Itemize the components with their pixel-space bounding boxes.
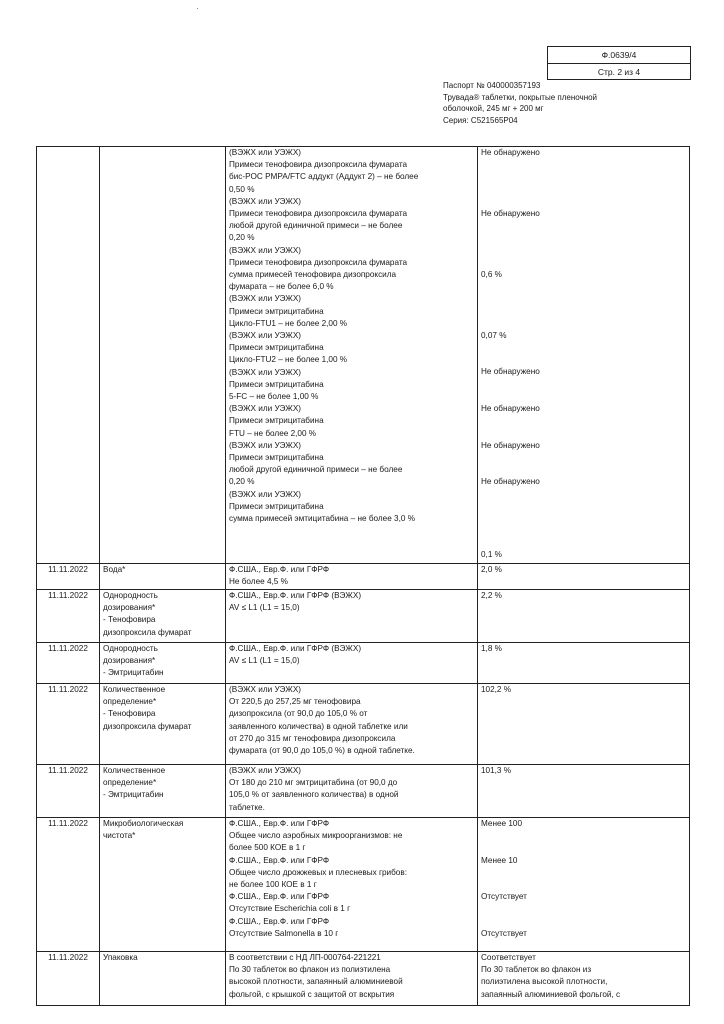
test-name-cell <box>100 589 226 642</box>
form-code-box <box>547 46 691 80</box>
test-date: 11.11.2022 <box>48 643 88 653</box>
specification-line: Ф.США., Евр.Ф. или ГФРФ <box>229 892 330 902</box>
test-date: 11.11.2022 <box>48 564 88 574</box>
specification-line: (ВЭЖХ или УЭЖХ) <box>229 489 302 499</box>
result-line: Менее 100 <box>481 818 523 828</box>
result-line: Не обнаружено <box>481 208 540 218</box>
specification-line: Ф.США., Евр.Ф. или ГФРФ (ВЭЖХ) <box>229 590 362 600</box>
spacer <box>481 427 686 439</box>
passport-header <box>443 80 613 126</box>
specification-line: FTU – не более 2,00 % <box>229 428 317 438</box>
test-date-cell <box>37 563 100 589</box>
spacer <box>481 830 686 842</box>
result-line: Не обнаружено <box>481 148 540 157</box>
spacer <box>481 488 686 500</box>
test-date-cell <box>37 589 100 642</box>
test-name-cell <box>100 764 226 817</box>
analysis-table <box>36 146 690 1006</box>
specification-line: Примеси эмтрицитабина <box>229 343 324 353</box>
specification-line: сумма примесей эмтицитабина – не более 3,0 % <box>229 514 415 524</box>
passport-number: Паспорт № 040000357193 <box>443 81 541 90</box>
spacer <box>481 452 686 464</box>
specification-cell <box>226 589 478 642</box>
specification-line: фумарата (от 90,0 до 105,0 %) в одной таблетке. <box>229 745 415 755</box>
spacer <box>481 293 686 305</box>
result-cell <box>478 683 690 764</box>
result-line: 0,6 % <box>481 269 502 279</box>
test-name-line: - Тенофовира <box>103 615 156 625</box>
specification-line: Цикло-FTU1 – не более 2,00 % <box>229 318 348 328</box>
test-name-line: определение* <box>103 697 157 707</box>
test-name-cell <box>100 147 226 564</box>
spacer <box>481 537 686 549</box>
result-line: Менее 10 <box>481 855 518 865</box>
test-name-cell <box>100 817 226 951</box>
specification-line: таблетке. <box>229 802 265 812</box>
specification-line: (ВЭЖХ или УЭЖХ) <box>229 765 302 775</box>
specification-line: В соответствии с НД ЛП-000764-221221 <box>229 952 381 962</box>
result-cell <box>478 817 690 951</box>
test-date-cell <box>37 951 100 1005</box>
result-cell <box>478 563 690 589</box>
spacer <box>481 318 686 330</box>
specification-cell <box>226 683 478 764</box>
specification-line: Отсутствие Salmonella в 10 г <box>229 928 339 938</box>
spacer <box>481 220 686 232</box>
specification-line: не более 100 КОЕ в 1 г <box>229 879 317 889</box>
result-line: Отсутствует <box>481 928 527 938</box>
test-date-cell <box>37 683 100 764</box>
specification-line: фольгой, с крышкой с защитой от вскрытия <box>229 989 395 999</box>
test-name-line: Однородность <box>103 590 158 600</box>
result-line: Соответствует <box>481 952 536 962</box>
result-cell <box>478 642 690 683</box>
specification-line: Примеси эмтрицитабина <box>229 416 324 426</box>
table-row <box>37 817 690 951</box>
result-line: Не обнаружено <box>481 440 540 450</box>
specification-line: (ВЭЖХ или УЭЖХ) <box>229 404 302 414</box>
test-name-line: Количественное <box>103 765 166 775</box>
result-line: Отсутствует <box>481 892 527 902</box>
test-date-cell <box>37 147 100 564</box>
test-name-line: Микробиологическая <box>103 818 184 828</box>
specification-cell <box>226 563 478 589</box>
test-name-cell <box>100 951 226 1005</box>
product-name: Трувада® таблетки, покрытые пленочной <box>443 92 598 102</box>
specification-line: бис-POC PMPA/FTC аддукт (Аддукт 2) – не более <box>229 172 419 182</box>
result-line: 0,1 % <box>481 550 502 560</box>
batch-number: Серия: C521565P04 <box>443 115 518 125</box>
test-date: 11.11.2022 <box>48 684 88 694</box>
spacer <box>481 159 686 171</box>
spacer <box>481 305 686 317</box>
specification-line: По 30 таблеток во флакон из полиэтилена <box>229 965 391 975</box>
specification-line: фумарата – не более 6,0 % <box>229 282 334 292</box>
specification-line: Отсутствие Escherichia coli в 1 г <box>229 904 351 914</box>
table-row <box>37 683 690 764</box>
product-dose: оболочкой, 245 мг + 200 мг <box>443 104 544 113</box>
specification-line: (ВЭЖХ или УЭЖХ) <box>229 245 302 255</box>
spacer <box>481 245 686 257</box>
test-name-line: Количественное <box>103 684 166 694</box>
spacer <box>481 391 686 403</box>
test-name-line: дозирования* <box>103 603 156 613</box>
specification-line: от 270 до 315 мг тенофовира дизопроксила <box>229 733 396 743</box>
specification-line: (ВЭЖХ или УЭЖХ) <box>229 367 302 377</box>
test-name-line: чистота* <box>103 831 136 841</box>
specification-line: Ф.США., Евр.Ф. или ГФРФ (ВЭЖХ) <box>229 643 362 653</box>
test-date: 11.11.2022 <box>48 590 88 600</box>
specification-line: Общее число аэробных микроорганизмов: не <box>229 831 403 841</box>
table-row <box>37 589 690 642</box>
spacer <box>481 184 686 196</box>
specification-cell <box>226 764 478 817</box>
specification-line: 0,20 % <box>229 233 255 243</box>
spacer <box>481 867 686 879</box>
test-name-line: Вода* <box>103 564 126 574</box>
spacer <box>481 903 686 915</box>
table-row <box>37 147 690 564</box>
specification-line: (ВЭЖХ или УЭЖХ) <box>229 684 302 694</box>
spacer <box>481 879 686 891</box>
test-name-cell <box>100 683 226 764</box>
specification-line: Не более 4,5 % <box>229 576 288 586</box>
test-name-line: определение* <box>103 778 157 788</box>
result-line: запаянный алюминиевой фольгой, с <box>481 989 621 999</box>
test-date: 11.11.2022 <box>48 765 88 775</box>
spacer <box>481 257 686 269</box>
specification-line: Примеси эмтрицитабина <box>229 501 324 511</box>
spacer <box>481 513 686 525</box>
specification-line: Примеси эмтрицитабина <box>229 306 324 316</box>
test-name-line: Упаковка <box>103 952 138 962</box>
specification-line: любой другой единичной примеси – не более <box>229 221 403 231</box>
test-date: 11.11.2022 <box>48 818 88 828</box>
specification-line: Примеси тенофовира дизопроксила фумарата <box>229 257 408 267</box>
spacer <box>481 379 686 391</box>
specification-line: От 180 до 210 мг эмтрицитабина (от 90,0 до <box>229 778 398 788</box>
result-line: Не обнаружено <box>481 404 540 414</box>
test-name-line: дизопроксила фумарат <box>103 721 192 731</box>
specification-line: Примеси эмтрицитабина <box>229 379 324 389</box>
specification-line: сумма примесей тенофовира дизопроксила <box>229 270 397 280</box>
specification-line: AV ≤ L1 (L1 = 15,0) <box>229 603 300 613</box>
test-name-line: - Тенофовира <box>103 709 156 719</box>
table-row <box>37 642 690 683</box>
test-date: 11.11.2022 <box>48 952 88 962</box>
spacer <box>481 525 686 537</box>
spacer <box>481 415 686 427</box>
table-row <box>37 563 690 589</box>
specification-cell <box>226 817 478 951</box>
result-line: По 30 таблеток во флакон из <box>481 965 592 975</box>
result-line: полиэтилена высокой плотности, <box>481 977 608 987</box>
specification-cell <box>226 642 478 683</box>
result-line: 101,3 % <box>481 765 512 775</box>
spacer <box>481 232 686 244</box>
specification-line: (ВЭЖХ или УЭЖХ) <box>229 196 302 206</box>
result-cell <box>478 147 690 564</box>
table-row <box>37 951 690 1005</box>
spacer <box>481 464 686 476</box>
specification-line: 0,20 % <box>229 477 255 487</box>
result-line: 0,07 % <box>481 330 507 340</box>
specification-line: Примеси тенофовира дизопроксила фумарата <box>229 160 408 170</box>
result-line: 102,2 % <box>481 684 512 694</box>
specification-line: (ВЭЖХ или УЭЖХ) <box>229 440 302 450</box>
result-cell <box>478 951 690 1005</box>
specification-line: От 220,5 до 257,25 мг тенофовира <box>229 697 361 707</box>
specification-line: заявленного количества) в одной таблетке или <box>229 721 408 731</box>
specification-line: Ф.США., Евр.Ф. или ГФРФ <box>229 818 330 828</box>
test-date-cell <box>37 764 100 817</box>
table-row <box>37 764 690 817</box>
specification-line: Ф.США., Евр.Ф. или ГФРФ <box>229 564 330 574</box>
specification-line: Общее число дрожжевых и плесневых грибов: <box>229 867 407 877</box>
result-line: 2,2 % <box>481 590 502 600</box>
test-name-cell <box>100 642 226 683</box>
specification-line: 0,50 % <box>229 184 255 194</box>
specification-line: Примеси эмтрицитабина <box>229 453 324 463</box>
test-date-cell <box>37 817 100 951</box>
spacer <box>481 915 686 927</box>
specification-line: Ф.США., Евр.Ф. или ГФРФ <box>229 916 330 926</box>
specification-line: (ВЭЖХ или УЭЖХ) <box>229 331 302 341</box>
test-name-cell <box>100 563 226 589</box>
specification-line: более 500 КОЕ в 1 г <box>229 843 306 853</box>
specification-line: высокой плотности, запаянный алюминиевой <box>229 977 403 987</box>
scan-speck <box>197 8 198 9</box>
result-cell <box>478 589 690 642</box>
spacer <box>481 342 686 354</box>
specification-line: 5-FC – не более 1,00 % <box>229 392 319 402</box>
test-date-cell <box>37 642 100 683</box>
spacer <box>481 281 686 293</box>
result-line: Не обнаружено <box>481 367 540 377</box>
result-cell <box>478 764 690 817</box>
specification-line: 105,0 % от заявленного количества) в одной <box>229 790 399 800</box>
specification-line: (ВЭЖХ или УЭЖХ) <box>229 294 302 304</box>
test-name-line: - Эмтрицитабин <box>103 790 164 800</box>
test-name-line: - Эмтрицитабин <box>103 668 164 678</box>
spacer <box>481 171 686 183</box>
form-code: Ф.0639/4 <box>548 47 690 64</box>
specification-cell <box>226 147 478 564</box>
specification-line: Цикло-FTU2 – не более 1,00 % <box>229 355 348 365</box>
spacer <box>481 501 686 513</box>
specification-line: (ВЭЖХ или УЭЖХ) <box>229 148 302 157</box>
spacer <box>481 842 686 854</box>
spacer <box>481 354 686 366</box>
result-line: 2,0 % <box>481 564 502 574</box>
page-number: Стр. 2 из 4 <box>597 67 641 77</box>
specification-line: Примеси тенофовира дизопроксила фумарата <box>229 209 408 219</box>
specification-line: любой другой единичной примеси – не более <box>229 465 403 475</box>
result-line: 1,8 % <box>481 643 502 653</box>
specification-line: Ф.США., Евр.Ф. или ГФРФ <box>229 855 330 865</box>
result-line: Не обнаружено <box>481 477 540 487</box>
test-name-line: дозирования* <box>103 656 156 666</box>
specification-line: дизопроксила (от 90,0 до 105,0 % от <box>229 709 368 719</box>
test-name-line: Однородность <box>103 643 158 653</box>
specification-line: AV ≤ L1 (L1 = 15,0) <box>229 656 300 666</box>
specification-cell <box>226 951 478 1005</box>
spacer <box>481 196 686 208</box>
test-name-line: дизопроксила фумарат <box>103 627 192 637</box>
